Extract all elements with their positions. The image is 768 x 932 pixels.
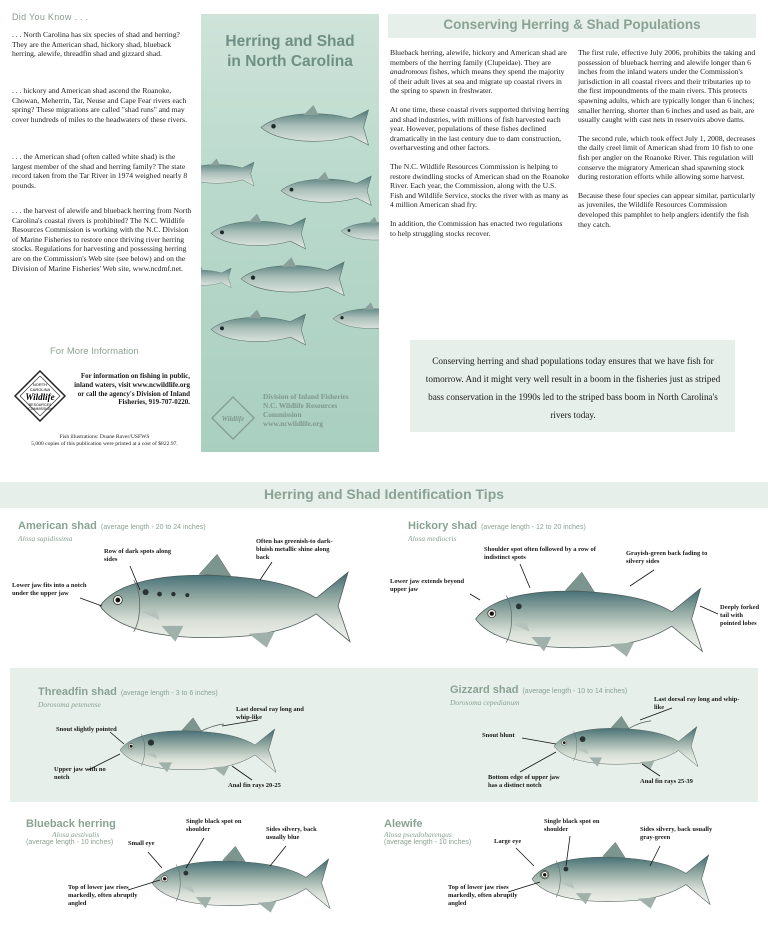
species-length: (average length - 3 to 6 inches)	[120, 690, 218, 697]
logo-line-3: Wildlife	[25, 392, 55, 402]
species-name: Blueback herring	[26, 818, 116, 830]
annotation: Top of lower jaw rises markedly, often abruptly angled	[68, 884, 138, 907]
annotation: Single black spot on shoulder	[544, 818, 600, 833]
more-info-heading: For More Information	[50, 346, 139, 357]
annotation: Snout blunt	[482, 732, 515, 739]
annotation: Top of lower jaw rises markedly, often abruptly angled	[448, 884, 518, 907]
division-name: Division of Inland Fisheries	[263, 392, 349, 401]
species-scientific-name: Alosa sapidissima	[18, 534, 73, 543]
species-name: Alewife	[384, 818, 423, 830]
species-scientific-name: Dorosoma petenense	[38, 700, 101, 709]
annotation: Last dorsal ray long and whip-like	[654, 696, 740, 711]
cover-title-line-1: Herring and Shad	[225, 33, 355, 50]
conserving-paragraph: The first rule, effective July 2006, prohibits the taking and possession of blueback herring and alewife longer than 6 inches from the inland waters under the Commission's jurisdiction in all coastal rivers and their tributaries up to the first impoundments of the main rivers. This protects spawning adults, which are typically longer than 6 inches; smaller herring, shorter than 6 inches and used as bait, are usually caught with cast nets in reservoirs above dams.	[578, 48, 756, 125]
annotation: Lower jaw extends beyond upper jaw	[390, 578, 465, 593]
species-scientific-name: Alosa pseudoharengus	[384, 830, 452, 839]
species-length: (average length - 10 inches)	[26, 839, 114, 846]
conserving-paragraph: At one time, these coastal rivers supported thriving herring and shad industries, with millions of fish harvested each year. However, populations of these fishes declined dramatically in the last century due to dam construction, overharvesting and other factors.	[390, 104, 570, 153]
more-info-text: For information on fishing in public, inland waters, visit www.ncwildlife.org or call the agency's Division of Inland Fisheries, 919-707-0220.	[74, 372, 190, 407]
conserving-paragraph: In addition, the Commission has enacted two regulations to help struggling stocks recover.	[390, 218, 563, 238]
conserving-paragraph: Because these four species can appear similar, particularly as juveniles, the Wildlife Resources Commission developed this pamphlet to help anglers identify the fish they catch.	[578, 190, 756, 229]
annotation: Shoulder spot often followed by a row of indistinct spots	[484, 546, 596, 561]
commission-line-1: N.C. Wildlife Resources	[263, 401, 338, 410]
annotation: Grayish-green back fading to silvery sides	[626, 550, 708, 565]
commission-line-2: Commission	[263, 410, 302, 419]
cover-title-line-2: in North Carolina	[227, 53, 353, 70]
annotation: Anal fin rays 25-39	[640, 778, 693, 785]
illustration-credit: Fish illustrations: Duane Raver/USFWS	[59, 434, 150, 440]
annotation: Anal fin rays 20-25	[228, 782, 281, 789]
conserving-paragraph: Blueback herring, alewife, hickory and American shad are members of the herring family (Clupeidae). They are anadromous fishes, which means they spend the majority of their adult lives at sea and migrate up coastal rivers in the spring to spawn in freshwater.	[390, 48, 567, 96]
annotation: Row of dark spots along sides	[104, 548, 172, 563]
species-name: American shad	[18, 520, 97, 532]
annotation: Often has greenish-to dark-bluish metallic shine along back	[256, 538, 333, 561]
cover-logo-text: Wildlife	[221, 415, 245, 423]
did-you-know-item-1: . . . North Carolina has six species of shad and herring? They are the American shad, hickory shad, blueback herring, alewife, threadfin shad and gizzard shad.	[12, 30, 180, 59]
annotation: Sides silvery, back usually blue	[266, 826, 317, 841]
did-you-know-heading: Did You Know . . .	[12, 12, 89, 22]
species-name: Hickory shad	[408, 520, 478, 532]
annotation: Single black spot on shoulder	[186, 818, 242, 833]
logo-line-4: RESOURCES	[28, 403, 52, 407]
did-you-know-item-2: . . . hickory and American shad ascend the Roanoke, Chowan, Meherrin, Tar, Neuse and Cape Fear rivers each spring? These migrations are called "shad runs" and may cover hundreds of miles to the headwaters of these rivers.	[12, 86, 188, 124]
species-length: (average length - 10 to 14 inches)	[522, 688, 628, 695]
did-you-know-item-4: . . . the harvest of alewife and blueback herring from North Carolina's coastal rivers is prohibited? The N.C. Wildlife Resources Commission is working with the N.C. Division of Marine Fisheries to restore once thriving river herring stocks. Regulations for harvesting and possessing herring are on the Commission's Web site (see below) and on the Division of Marine Fisheries' Web site, www.ncdmf.net.	[12, 206, 192, 273]
logo-line-5: COMMISSION	[28, 407, 52, 411]
logo-line-1: NORTH	[32, 382, 48, 387]
cover-website: www.ncwildlife.org	[263, 419, 323, 428]
species-scientific-name: Alosa aestivalis	[52, 830, 100, 839]
species-scientific-name: Dorosoma cepedianum	[450, 698, 520, 707]
annotation: Snout slightly pointed	[56, 726, 117, 733]
species-length: (average length - 10 inches)	[384, 839, 472, 846]
annotation: Small eye	[128, 840, 155, 847]
did-you-know-item-3: . . . the American shad (often called white shad) is the largest member of the shad and herring family? The state record taken from the Tar River in 1974 weighed nearly 8 pounds.	[12, 152, 188, 190]
annotation: Large eye	[494, 838, 522, 845]
conserving-paragraph: The N.C. Wildlife Resources Commission is helping to restore dwindling stocks of American shad on the Roanoke River. Each year, the Commission, along with the U.S. Fish and Wildlife Service, stocks the river with as many as 4 million American shad fry.	[390, 161, 570, 210]
annotation: Sides silvery, back usually gray-green	[640, 826, 713, 841]
annotation: Upper jaw with no notch	[54, 766, 106, 781]
conserving-title: Conserving Herring & Shad Populations	[443, 17, 701, 32]
annotation: Deeply forked tail with pointed lobes	[720, 604, 760, 627]
annotation: Last dorsal ray long and whip-like	[236, 706, 304, 721]
species-length: (average length - 20 to 24 inches)	[100, 524, 206, 531]
conserving-paragraph: The second rule, which took effect July 1, 2008, decreases the daily creel limit of American shad from 10 fish to one fish per angler on the Roanoke River. This regulation will conserve the migratory American shad spawning stock during restoration efforts while allowing some harvest.	[578, 133, 756, 182]
identification-title: Herring and Shad Identification Tips	[263, 486, 505, 502]
quote-text: Conserving herring and shad populations today ensures that we have fish for tomorrow. And it might very well result in a boom in the fisheries just as striped bass conservation in the 1990s led to the striped bass boom in North Carolina's rivers today.	[425, 356, 721, 420]
print-cost-note: 5,000 copies of this publication were printed at a cost of $822.97.	[31, 441, 178, 447]
species-scientific-name: Alosa mediocris	[408, 534, 457, 543]
species-length: (average length - 12 to 20 inches)	[481, 524, 586, 531]
species-name: Gizzard shad	[450, 684, 519, 696]
species-name: Threadfin shad	[38, 686, 117, 698]
annotation: Bottom edge of upper jaw has a distinct notch	[488, 774, 560, 789]
annotation: Lower jaw fits into a notch under the upper jaw	[12, 582, 87, 597]
logo-line-2: CAROLINA	[29, 387, 51, 392]
